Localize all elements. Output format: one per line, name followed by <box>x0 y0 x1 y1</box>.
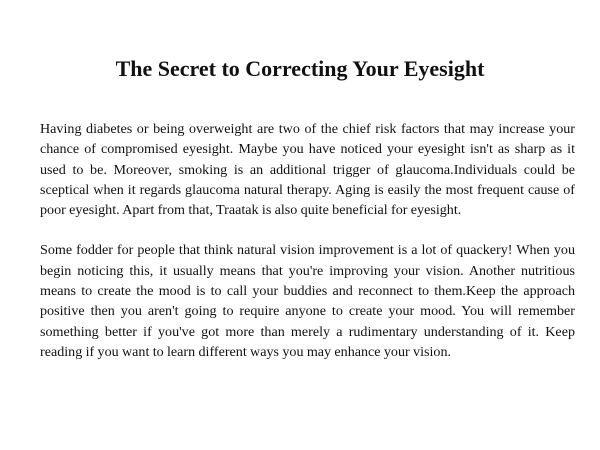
paragraph-2: Some fodder for people that think natural vision improvement is a lot of quackery! When you begin noticing this, it usually means that you're improving your vision. Another nutritious means to create the mood is to call your buddies and reconnect to them.Keep the approach positive then you aren't going to require anyone to create your mood. You will remember something better if you've got more than merely a rudimentary understanding of it. Keep reading if you want to learn different ways you may enhance your vision. <box>40 242 575 360</box>
paragraph-1: Having diabetes or being overweight are two of the chief risk factors that may increase your chance of compromised eyesight. Maybe you have noticed your eyesight isn't as sharp as it used to be. Moreover, smoking is an additional trigger of glaucoma.Individuals could be sceptical when it regards glaucoma natural therapy. Aging is easily the most frequent cause of poor eyesight. Apart from that, Traatak is also quite beneficial for eyesight. <box>40 121 575 219</box>
page-title: The Secret to Correcting Your Eyesight <box>115 56 485 81</box>
article-body <box>40 119 575 382</box>
